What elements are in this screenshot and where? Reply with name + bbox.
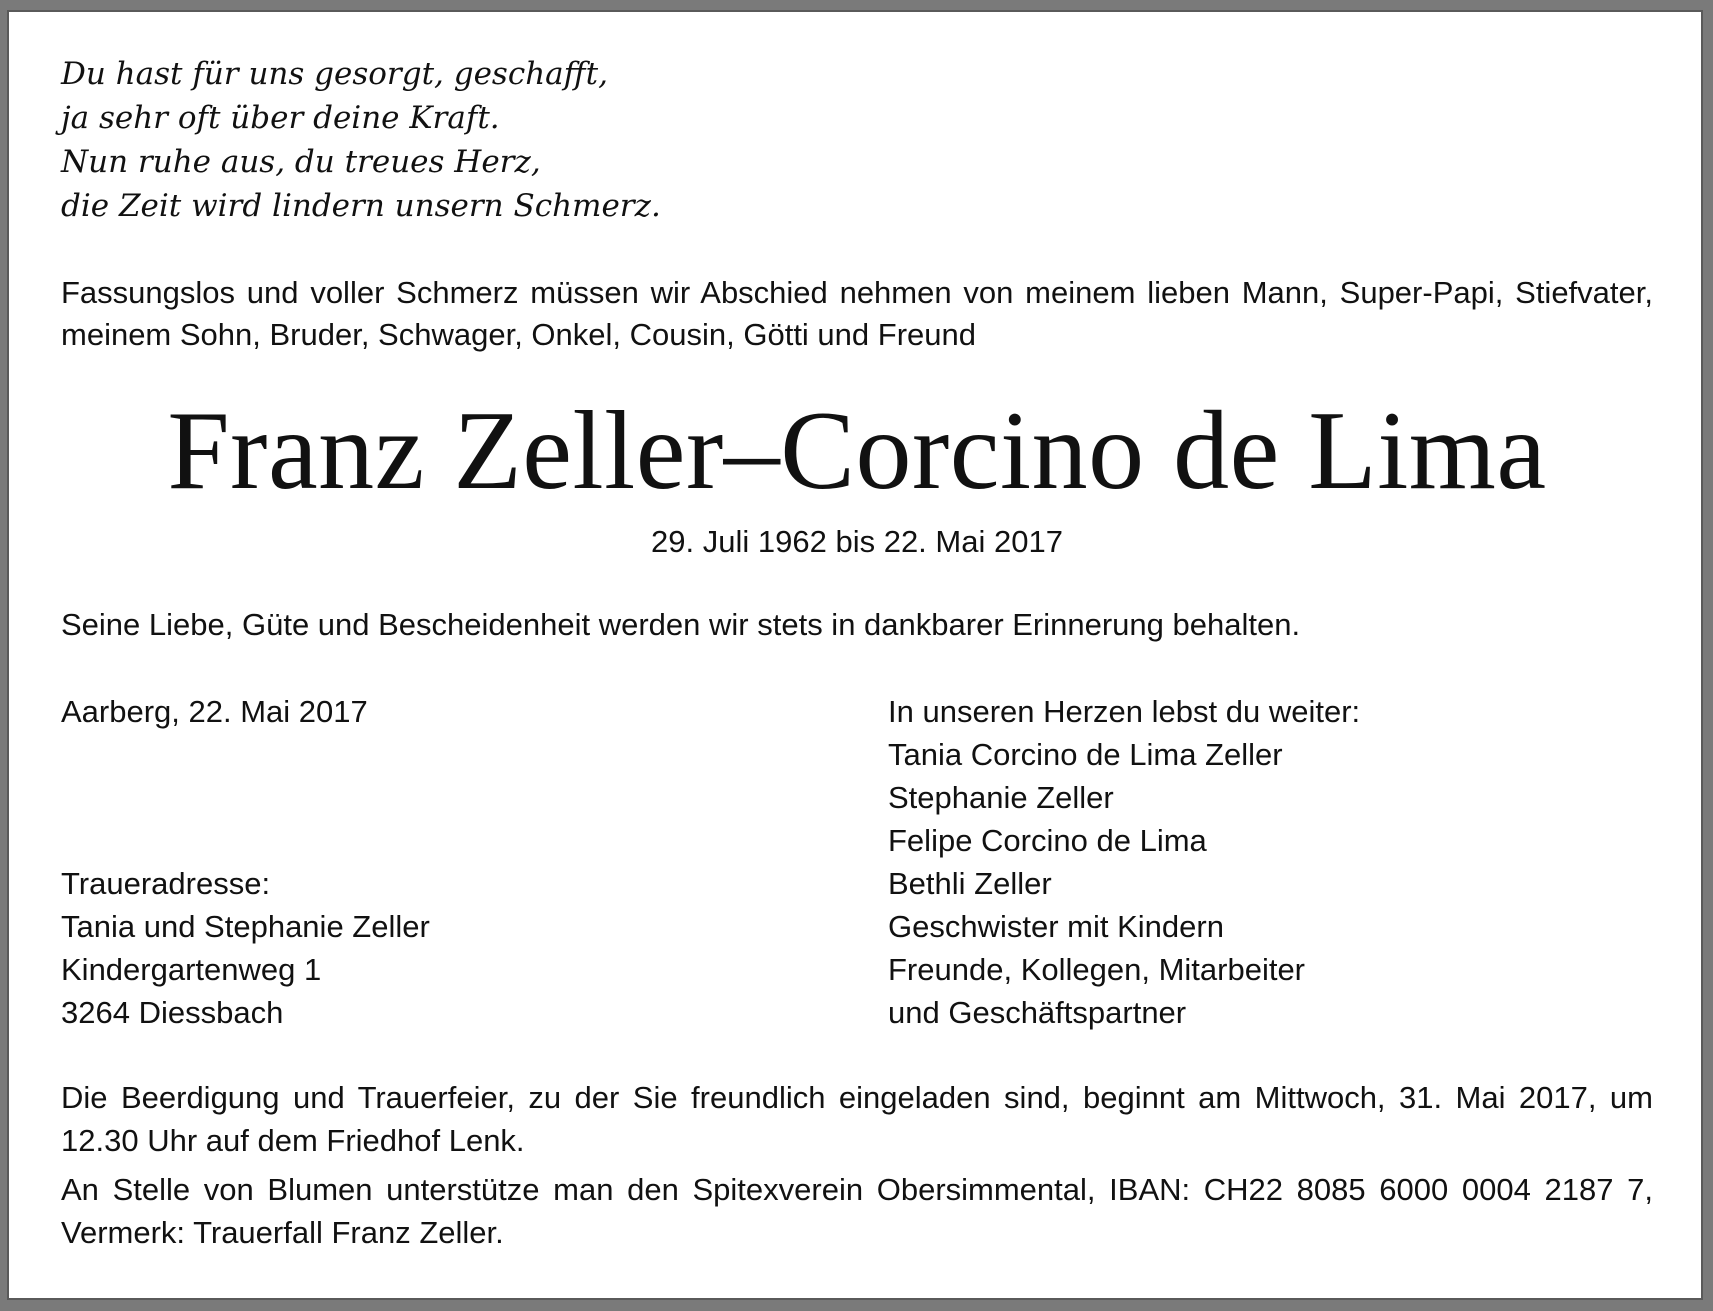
mourner-name: Stephanie Zeller bbox=[888, 780, 1114, 815]
place-date: Aarberg, 22. Mai 2017 bbox=[61, 694, 368, 729]
poem-line: ja sehr oft über deine Kraft. bbox=[61, 100, 500, 136]
deceased-name: Franz Zeller–Corcino de Lima bbox=[167, 389, 1547, 513]
mourner-name: Freunde, Kollegen, Mitarbeiter bbox=[888, 952, 1306, 987]
tribute-text: Seine Liebe, Güte und Bescheidenheit werden wir stets in dankbarer Erinnerung behalten. bbox=[61, 607, 1301, 642]
address-label: Traueradresse: bbox=[61, 866, 271, 901]
mourner-name: Bethli Zeller bbox=[888, 866, 1052, 901]
mourners-list bbox=[888, 690, 1648, 1034]
poem-line: die Zeit wird lindern unsern Schmerz. bbox=[61, 188, 661, 224]
funeral-info: Die Beerdigung und Trauerfeier, zu der Sie freundlich eingeladen sind, beginnt am Mittwoch, 31. Mai 2017, um 12.30 Uhr auf dem Friedhof Lenk. bbox=[61, 1080, 1653, 1158]
address-line: Tania und Stephanie Zeller bbox=[61, 909, 430, 944]
mourners-heading: In unseren Herzen lebst du weiter: bbox=[888, 694, 1361, 729]
mourning-address bbox=[61, 862, 430, 1034]
poem-line: Nun ruhe aus, du treues Herz, bbox=[61, 144, 541, 180]
obituary-card bbox=[7, 10, 1703, 1300]
life-dates: 29. Juli 1962 bis 22. Mai 2017 bbox=[651, 524, 1063, 559]
obituary-content bbox=[61, 52, 1653, 1254]
mourner-name: Tania Corcino de Lima Zeller bbox=[888, 737, 1283, 772]
poem bbox=[61, 52, 1653, 228]
mourner-name: und Geschäftspartner bbox=[888, 995, 1187, 1030]
address-line: Kindergartenweg 1 bbox=[61, 952, 322, 987]
address-line: 3264 Diessbach bbox=[61, 995, 284, 1030]
mourner-name: Felipe Corcino de Lima bbox=[888, 823, 1207, 858]
mourner-name: Geschwister mit Kindern bbox=[888, 909, 1224, 944]
intro-text: Fassungslos und voller Schmerz müssen wir Abschied nehmen von meinem lieben Mann, Super-Papi, Stiefvater, meinem Sohn, Bruder, Schwager, Onkel, Cousin, Götti und Freund bbox=[61, 275, 1653, 352]
details-columns bbox=[61, 690, 1653, 1040]
left-column bbox=[61, 690, 821, 1040]
donation-info: An Stelle von Blumen unterstütze man den Spitexverein Obersimmental, IBAN: CH22 8085 6000 0004 2187 7, Vermerk: Trauerfall Franz Zeller. bbox=[61, 1172, 1653, 1250]
poem-line: Du hast für uns gesorgt, geschafft, bbox=[61, 56, 608, 92]
